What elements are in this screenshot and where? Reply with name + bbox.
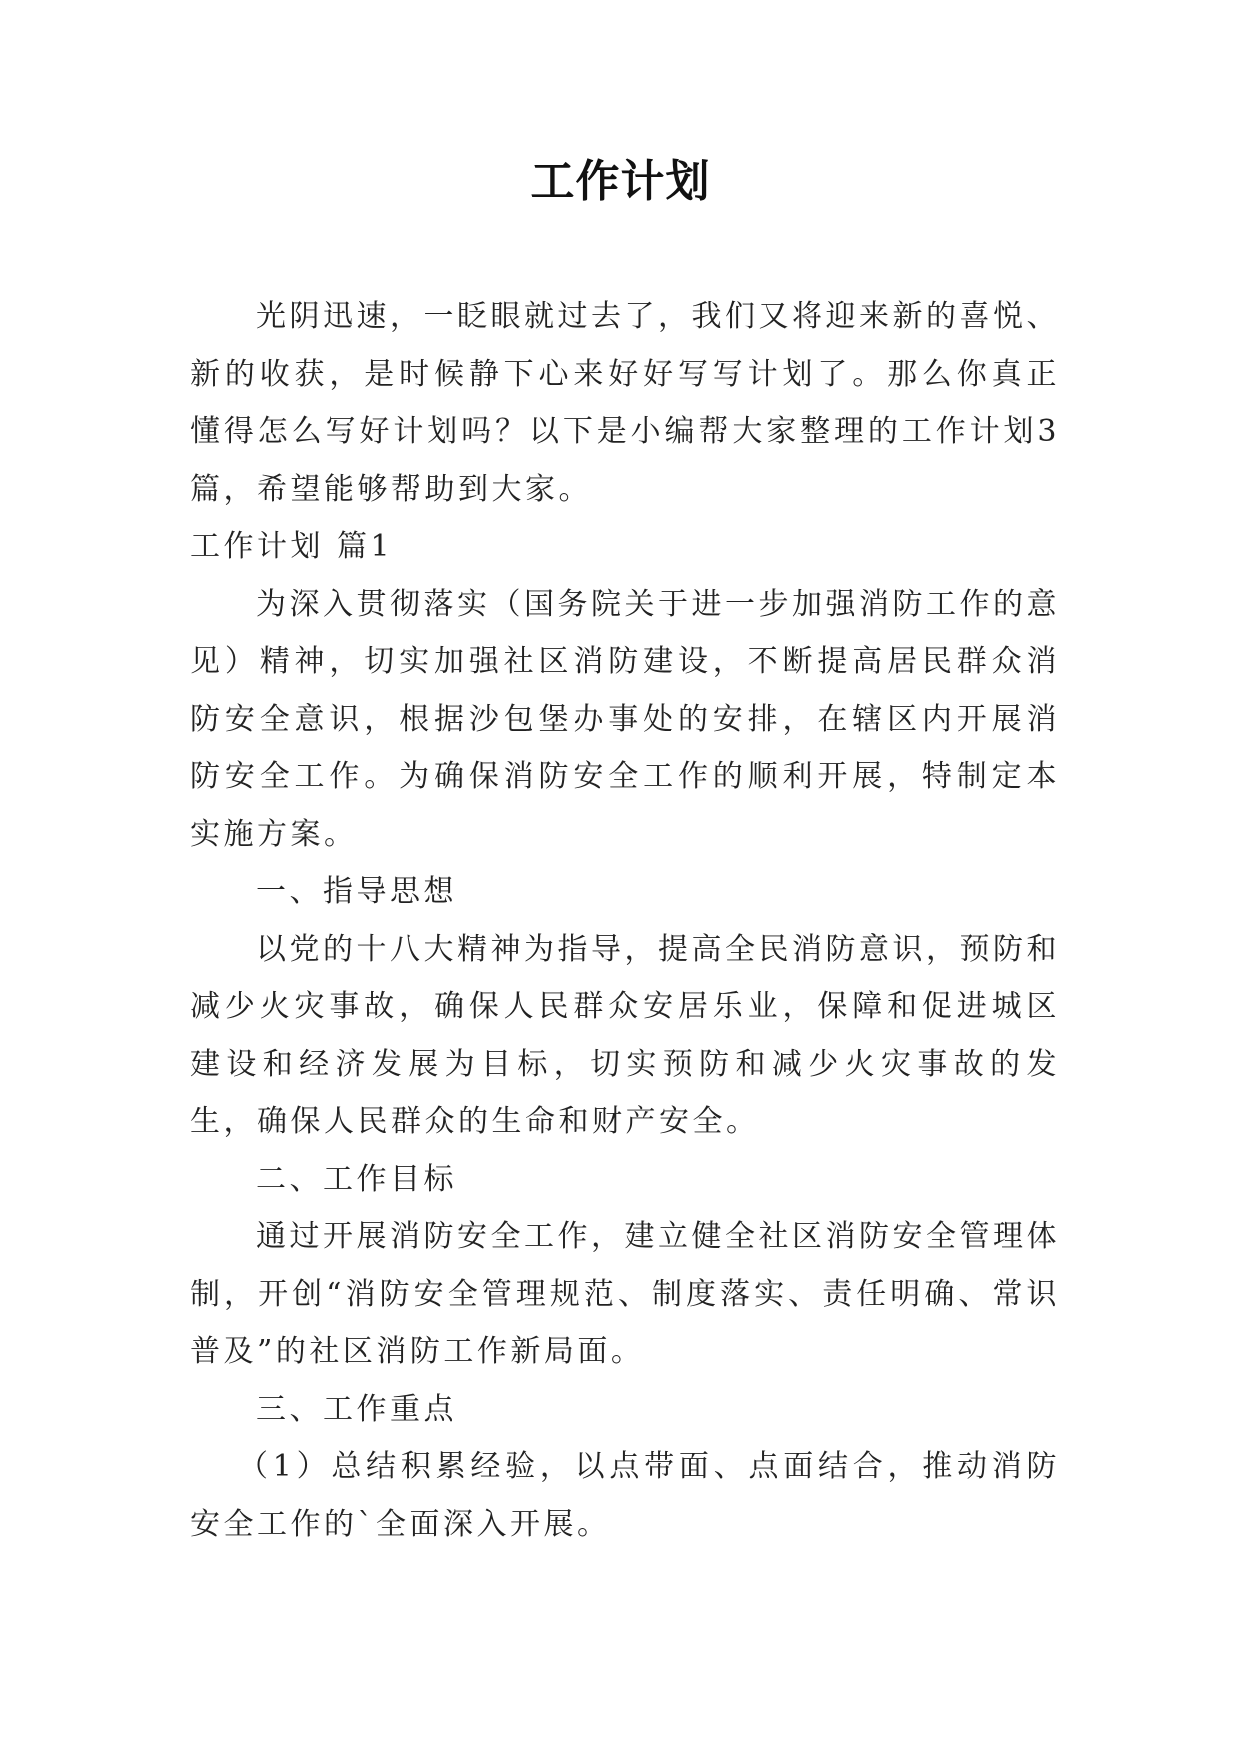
section-heading-part-1: 工作计划 篇1 [190, 529, 394, 564]
subheading-work-goals: 二、工作目标 [256, 1161, 457, 1197]
document-title: 工作计划 [530, 156, 711, 207]
subheading-guiding-ideology: 一、指导思想 [256, 874, 457, 909]
intro-paragraph: 光阴迅速，一眨眼就过去了，我们又将迎来新的喜悦、新的收获，是时候静下心来好好写写计划了。那么你真正懂得怎么写好计划吗？以下是小编帮大家整理的工作计划3篇，希望能够帮助到大家。 [190, 299, 1060, 507]
subheading-work-focus: 三、工作重点 [256, 1391, 457, 1427]
document-body [190, 288, 1060, 1553]
body-paragraph: 通过开展消防安全工作，建立健全社区消防安全管理体制，开创“消防安全管理规范、制度落实、责任明确、常识普及”的社区消防工作新局面。 [190, 1219, 1060, 1369]
body-paragraph: 以党的十八大精神为指导，提高全民消防意识，预防和减少火灾事故，确保人民群众安居乐业，保障和促进城区建设和经济发展为目标，切实预防和减少火灾事故的发生，确保人民群众的生命和财产安全。 [190, 931, 1060, 1139]
body-paragraph: （1）总结积累经验，以点带面、点面结合，推动消防安全工作的`全面深入开展。 [190, 1449, 1060, 1542]
body-paragraph: 为深入贯彻落实（国务院关于进一步加强消防工作的意见）精神，切实加强社区消防建设，不断提高居民群众消防安全意识，根据沙包堡办事处的安排，在辖区内开展消防安全工作。为确保消防安全工作的顺利开展，特制定本实施方案。 [190, 586, 1060, 852]
